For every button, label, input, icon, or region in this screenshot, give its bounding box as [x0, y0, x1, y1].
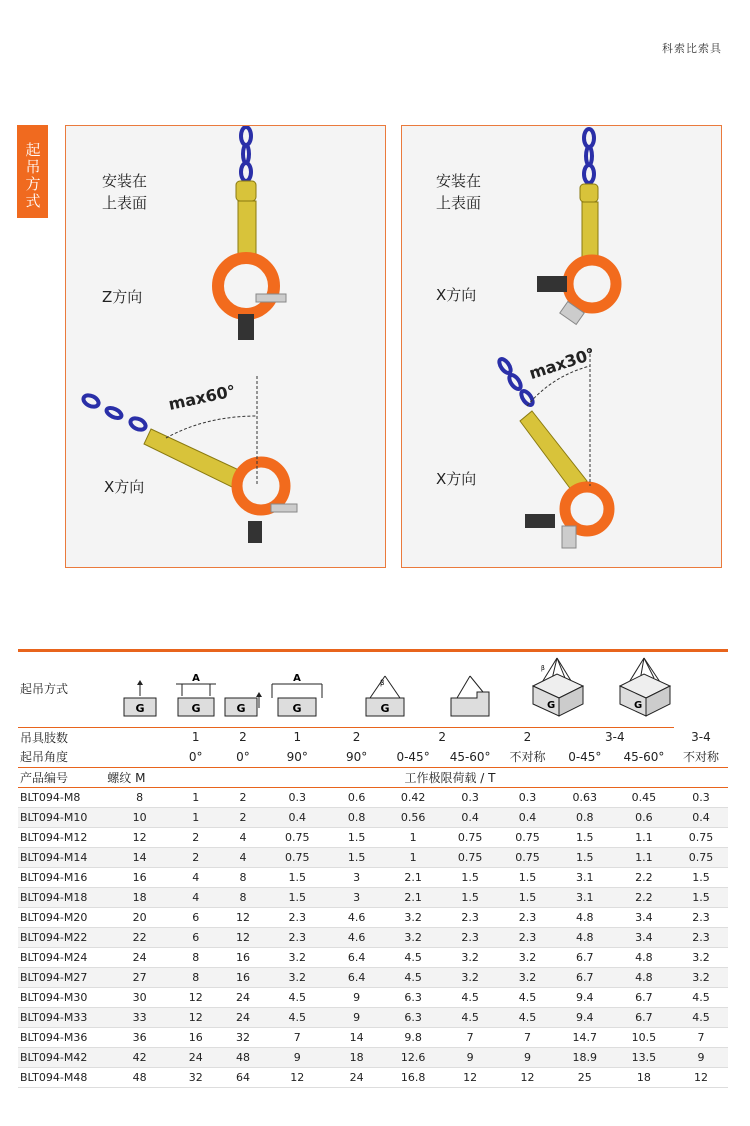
table-cell: 33: [107, 1007, 172, 1027]
table-cell: 24: [172, 1047, 220, 1067]
table-cell: 9: [499, 1047, 555, 1067]
product-code: BLT094-M48: [18, 1067, 107, 1087]
table-cell: 9.4: [556, 987, 614, 1007]
table-cell: 24: [107, 947, 172, 967]
left-direction-label-x: X方向: [104, 478, 145, 496]
table-cell: 13.5: [614, 1047, 674, 1067]
table-cell: 4.8: [614, 967, 674, 987]
table-cell: 3.1: [556, 887, 614, 907]
method-icon-1: [107, 652, 172, 727]
table-cell: 0.3: [674, 787, 728, 807]
table-cell: 2.1: [385, 887, 441, 907]
angle-row: [18, 747, 728, 767]
table-cell: 12: [499, 1067, 555, 1087]
legs-cell: 2: [438, 730, 447, 745]
icon-a-label: A: [293, 672, 302, 684]
table-cell: 36: [107, 1027, 172, 1047]
table-cell: 14: [328, 1027, 385, 1047]
table-cell: 2.3: [441, 927, 499, 947]
table-cell: 3.2: [267, 967, 329, 987]
table-cell: 6: [172, 907, 220, 927]
table-cell: 0.75: [441, 847, 499, 867]
table-cell: 0.63: [556, 787, 614, 807]
table-cell: 10: [107, 807, 172, 827]
table-cell: 8: [219, 887, 266, 907]
table-cell: 6.7: [614, 1007, 674, 1027]
method-icon-4: [267, 652, 329, 727]
table-cell: 2.3: [441, 907, 499, 927]
table-cell: 0.8: [556, 807, 614, 827]
table-cell: 0.75: [674, 847, 728, 867]
product-code: BLT094-M20: [18, 907, 107, 927]
table-cell: 7: [267, 1027, 329, 1047]
table-cell: 0.75: [674, 827, 728, 847]
table-cell: 16.8: [385, 1067, 441, 1087]
table-cell: 6: [172, 927, 220, 947]
table-cell: 1.5: [499, 867, 555, 887]
table-cell: 2.2: [614, 867, 674, 887]
table-cell: 4.5: [674, 1007, 728, 1027]
table-cell: 14.7: [556, 1027, 614, 1047]
product-code: BLT094-M42: [18, 1047, 107, 1067]
product-code: BLT094-M33: [18, 1007, 107, 1027]
table-cell: 0.3: [441, 787, 499, 807]
table-cell: 0.3: [267, 787, 329, 807]
table-cell: 0.8: [328, 807, 385, 827]
table-cell: 1.1: [614, 827, 674, 847]
angle-cell: 45-60°: [614, 747, 674, 767]
table-cell: 3.2: [385, 927, 441, 947]
table-cell: 3.2: [267, 947, 329, 967]
product-code: BLT094-M36: [18, 1027, 107, 1047]
icon-letter: G: [633, 699, 643, 711]
legs-cell: 1: [293, 730, 302, 745]
table-cell: 42: [107, 1047, 172, 1067]
table-cell: 8: [172, 967, 220, 987]
angle-cell: 90°: [328, 747, 385, 767]
lifting-method-label: 起吊方式: [18, 652, 107, 727]
table-cell: 22: [107, 927, 172, 947]
table-cell: 8: [172, 947, 220, 967]
table-cell: 9: [328, 1007, 385, 1027]
table-cell: 32: [219, 1027, 266, 1047]
right-max-angle: max30°: [526, 343, 598, 384]
table-cell: 3.4: [614, 927, 674, 947]
table-cell: 9.4: [556, 1007, 614, 1027]
table-cell: 9: [328, 987, 385, 1007]
table-cell: 1.1: [614, 847, 674, 867]
table-cell: 1.5: [556, 847, 614, 867]
table-row: [18, 907, 728, 927]
legs-cell: 1: [191, 730, 200, 745]
table-row: [18, 827, 728, 847]
table-cell: 3.2: [674, 947, 728, 967]
table-cell: 2.3: [499, 927, 555, 947]
table-cell: 4.6: [328, 907, 385, 927]
lifting-method-row: [18, 652, 728, 727]
table-cell: 6.7: [614, 987, 674, 1007]
table-cell: 4: [172, 887, 220, 907]
brand-name: 科索比索具: [662, 42, 722, 55]
angle-cell: 45-60°: [441, 747, 499, 767]
table-cell: 12: [674, 1067, 728, 1087]
table-row: [18, 1007, 728, 1027]
table-cell: 0.3: [499, 787, 555, 807]
table-cell: 18: [107, 887, 172, 907]
product-code: BLT094-M27: [18, 967, 107, 987]
table-cell: 4.5: [499, 987, 555, 1007]
table-cell: 4: [172, 867, 220, 887]
product-code: BLT094-M8: [18, 787, 107, 807]
table-cell: 6.7: [556, 947, 614, 967]
table-cell: 2.2: [614, 887, 674, 907]
table-cell: 1.5: [674, 887, 728, 907]
table-cell: 18.9: [556, 1047, 614, 1067]
product-code: BLT094-M10: [18, 807, 107, 827]
table-cell: 12.6: [385, 1047, 441, 1067]
table-cell: 6.3: [385, 987, 441, 1007]
icon-letter: G: [292, 701, 302, 715]
icon-letter: G: [191, 701, 201, 715]
table-row: [18, 847, 728, 867]
legs-row: [18, 727, 728, 747]
right-mount-label-1: 安装在: [436, 172, 482, 190]
table-cell: 0.45: [614, 787, 674, 807]
table-row: [18, 947, 728, 967]
table-cell: 4.8: [556, 927, 614, 947]
angle-cell: 0°: [219, 747, 266, 767]
method-icon-5: [328, 652, 441, 727]
table-row: [18, 787, 728, 807]
product-code: BLT094-M30: [18, 987, 107, 1007]
legs-label: 吊具肢数: [20, 730, 69, 745]
table-cell: 0.4: [267, 807, 329, 827]
table-cell: 8: [107, 787, 172, 807]
table-cell: 12: [107, 827, 172, 847]
thread-header: 螺纹 M: [107, 767, 172, 787]
table-row: [18, 987, 728, 1007]
legs-cell: 3-4: [605, 730, 625, 745]
table-cell: 12: [172, 987, 220, 1007]
table-cell: 30: [107, 987, 172, 1007]
product-code: BLT094-M14: [18, 847, 107, 867]
angle-cell: 0-45°: [556, 747, 614, 767]
table-cell: 0.75: [267, 827, 329, 847]
table-cell: 9: [674, 1047, 728, 1067]
table-cell: 3.2: [499, 967, 555, 987]
table-row: [18, 927, 728, 947]
table-cell: 1: [172, 787, 220, 807]
legs-cell: 2: [352, 730, 361, 745]
table-cell: 25: [556, 1067, 614, 1087]
table-cell: 10.5: [614, 1027, 674, 1047]
table-cell: 3.2: [499, 947, 555, 967]
table-cell: 2.3: [499, 907, 555, 927]
product-code: BLT094-M12: [18, 827, 107, 847]
table-row: [18, 1047, 728, 1067]
table-cell: 9.8: [385, 1027, 441, 1047]
table-cell: 2.3: [674, 907, 728, 927]
icon-letter: G: [546, 699, 555, 711]
product-code: BLT094-M18: [18, 887, 107, 907]
table-cell: 1: [385, 827, 441, 847]
table-cell: 0.4: [674, 807, 728, 827]
table-cell: 18: [328, 1047, 385, 1067]
table-cell: 4.5: [499, 1007, 555, 1027]
legs-cell: 2: [239, 730, 247, 745]
table-cell: 1.5: [674, 867, 728, 887]
right-mount-label-2: 上表面: [436, 194, 482, 212]
left-illustration-panel: [65, 125, 386, 568]
table-cell: 0.4: [499, 807, 555, 827]
icon-letter: G: [135, 701, 145, 715]
table-cell: 7: [674, 1027, 728, 1047]
table-cell: 0.4: [441, 807, 499, 827]
table-cell: 0.75: [441, 827, 499, 847]
table-cell: 1.5: [441, 867, 499, 887]
table-cell: 4: [219, 847, 266, 867]
table-cell: 4.8: [614, 947, 674, 967]
table-cell: 1: [385, 847, 441, 867]
left-max-angle: max60°: [166, 381, 238, 414]
table-row: [18, 1067, 728, 1087]
table-cell: 14: [107, 847, 172, 867]
table-cell: 1: [172, 807, 220, 827]
table-cell: 0.75: [499, 827, 555, 847]
table-cell: 3.1: [556, 867, 614, 887]
product-code: BLT094-M24: [18, 947, 107, 967]
table-cell: 7: [441, 1027, 499, 1047]
table-cell: 3.2: [385, 907, 441, 927]
angle-label: 起吊角度: [18, 747, 107, 767]
table-cell: 12: [267, 1067, 329, 1087]
table-cell: 4: [219, 827, 266, 847]
table-cell: 12: [441, 1067, 499, 1087]
table-cell: 7: [499, 1027, 555, 1047]
table-cell: 4.5: [441, 1007, 499, 1027]
table-cell: 4.5: [267, 987, 329, 1007]
table-cell: 3: [328, 887, 385, 907]
table-row: [18, 887, 728, 907]
product-header: 产品编号: [18, 767, 107, 787]
table-cell: 3.2: [441, 967, 499, 987]
table-cell: 0.42: [385, 787, 441, 807]
table-cell: 12: [172, 1007, 220, 1027]
table-cell: 16: [172, 1027, 220, 1047]
method-icon-6: [441, 652, 499, 727]
table-cell: 2: [219, 787, 266, 807]
table-cell: 0.56: [385, 807, 441, 827]
legs-cell: 3-4: [691, 730, 711, 744]
table-cell: 32: [172, 1067, 220, 1087]
load-table: [18, 649, 728, 1088]
table-cell: 4.5: [385, 947, 441, 967]
table-cell: 1.5: [328, 847, 385, 867]
angle-cell: 90°: [267, 747, 329, 767]
table-cell: 6.3: [385, 1007, 441, 1027]
left-mount-label-2: 上表面: [102, 194, 148, 212]
method-icon-8: [614, 652, 674, 727]
table-cell: 24: [219, 1007, 266, 1027]
angle-cell: 不对称: [674, 747, 728, 767]
angle-cell: 0°: [172, 747, 220, 767]
table-cell: 3.2: [674, 967, 728, 987]
table-cell: 9: [267, 1047, 329, 1067]
right-illustration-panel: [401, 125, 722, 568]
icon-a-label: A: [191, 672, 200, 684]
table-row: [18, 967, 728, 987]
table-cell: 24: [328, 1067, 385, 1087]
table-cell: 3.4: [614, 907, 674, 927]
table-cell: 16: [219, 967, 266, 987]
table-cell: 4.5: [267, 1007, 329, 1027]
table-cell: 4.8: [556, 907, 614, 927]
wll-header: 工作极限荷载 / T: [172, 767, 728, 787]
table-row: [18, 867, 728, 887]
table-cell: 2.3: [267, 907, 329, 927]
table-row: [18, 1027, 728, 1047]
table-cell: 4.5: [674, 987, 728, 1007]
method-icon-7: [499, 652, 614, 727]
angle-cell: 不对称: [499, 747, 555, 767]
table-cell: 1.5: [499, 887, 555, 907]
table-cell: 3: [328, 867, 385, 887]
table-cell: 0.75: [499, 847, 555, 867]
right-direction-label-x1: X方向: [436, 286, 477, 304]
table-cell: 2: [172, 847, 220, 867]
table-cell: 1.5: [267, 867, 329, 887]
left-direction-label-z: Z方向: [102, 288, 143, 306]
table-cell: 2.1: [385, 867, 441, 887]
table-row: [18, 807, 728, 827]
table-cell: 0.75: [267, 847, 329, 867]
icon-letter: G: [236, 701, 246, 715]
table-cell: 12: [219, 927, 266, 947]
table-cell: 3.2: [441, 947, 499, 967]
table-cell: 0.6: [614, 807, 674, 827]
table-cell: 12: [219, 907, 266, 927]
table-cell: 6.4: [328, 947, 385, 967]
icon-beta: β: [540, 664, 545, 672]
table-cell: 64: [219, 1067, 266, 1087]
table-cell: 20: [107, 907, 172, 927]
table-cell: 27: [107, 967, 172, 987]
table-cell: 48: [107, 1067, 172, 1087]
table-cell: 2: [219, 807, 266, 827]
table-cell: 48: [219, 1047, 266, 1067]
table-cell: 2.3: [267, 927, 329, 947]
product-code: BLT094-M16: [18, 867, 107, 887]
table-cell: 1.5: [328, 827, 385, 847]
table-cell: 18: [614, 1067, 674, 1087]
table-cell: 24: [219, 987, 266, 1007]
table-cell: 2.3: [674, 927, 728, 947]
product-code: BLT094-M22: [18, 927, 107, 947]
table-cell: 0.6: [328, 787, 385, 807]
table-cell: 6.4: [328, 967, 385, 987]
table-cell: 1.5: [441, 887, 499, 907]
table-cell: 8: [219, 867, 266, 887]
right-direction-label-x2: X方向: [436, 470, 477, 488]
legs-cell: 2: [523, 730, 532, 745]
table-cell: 6.7: [556, 967, 614, 987]
left-mount-label-1: 安装在: [102, 172, 148, 190]
table-cell: 16: [219, 947, 266, 967]
table-cell: 16: [107, 867, 172, 887]
table-cell: 4.6: [328, 927, 385, 947]
side-tab: 起吊方式: [17, 125, 48, 218]
icon-beta: β: [379, 678, 384, 687]
table-cell: 4.5: [441, 987, 499, 1007]
column-header-row: [18, 767, 728, 787]
method-icon-2: [172, 652, 220, 727]
angle-cell: 0-45°: [385, 747, 441, 767]
table-cell: 9: [441, 1047, 499, 1067]
table-cell: 1.5: [267, 887, 329, 907]
method-icon-3: [219, 652, 266, 727]
table-cell: 1.5: [556, 827, 614, 847]
table-cell: 2: [172, 827, 220, 847]
table-cell: 4.5: [385, 967, 441, 987]
icon-letter: G: [379, 701, 390, 715]
